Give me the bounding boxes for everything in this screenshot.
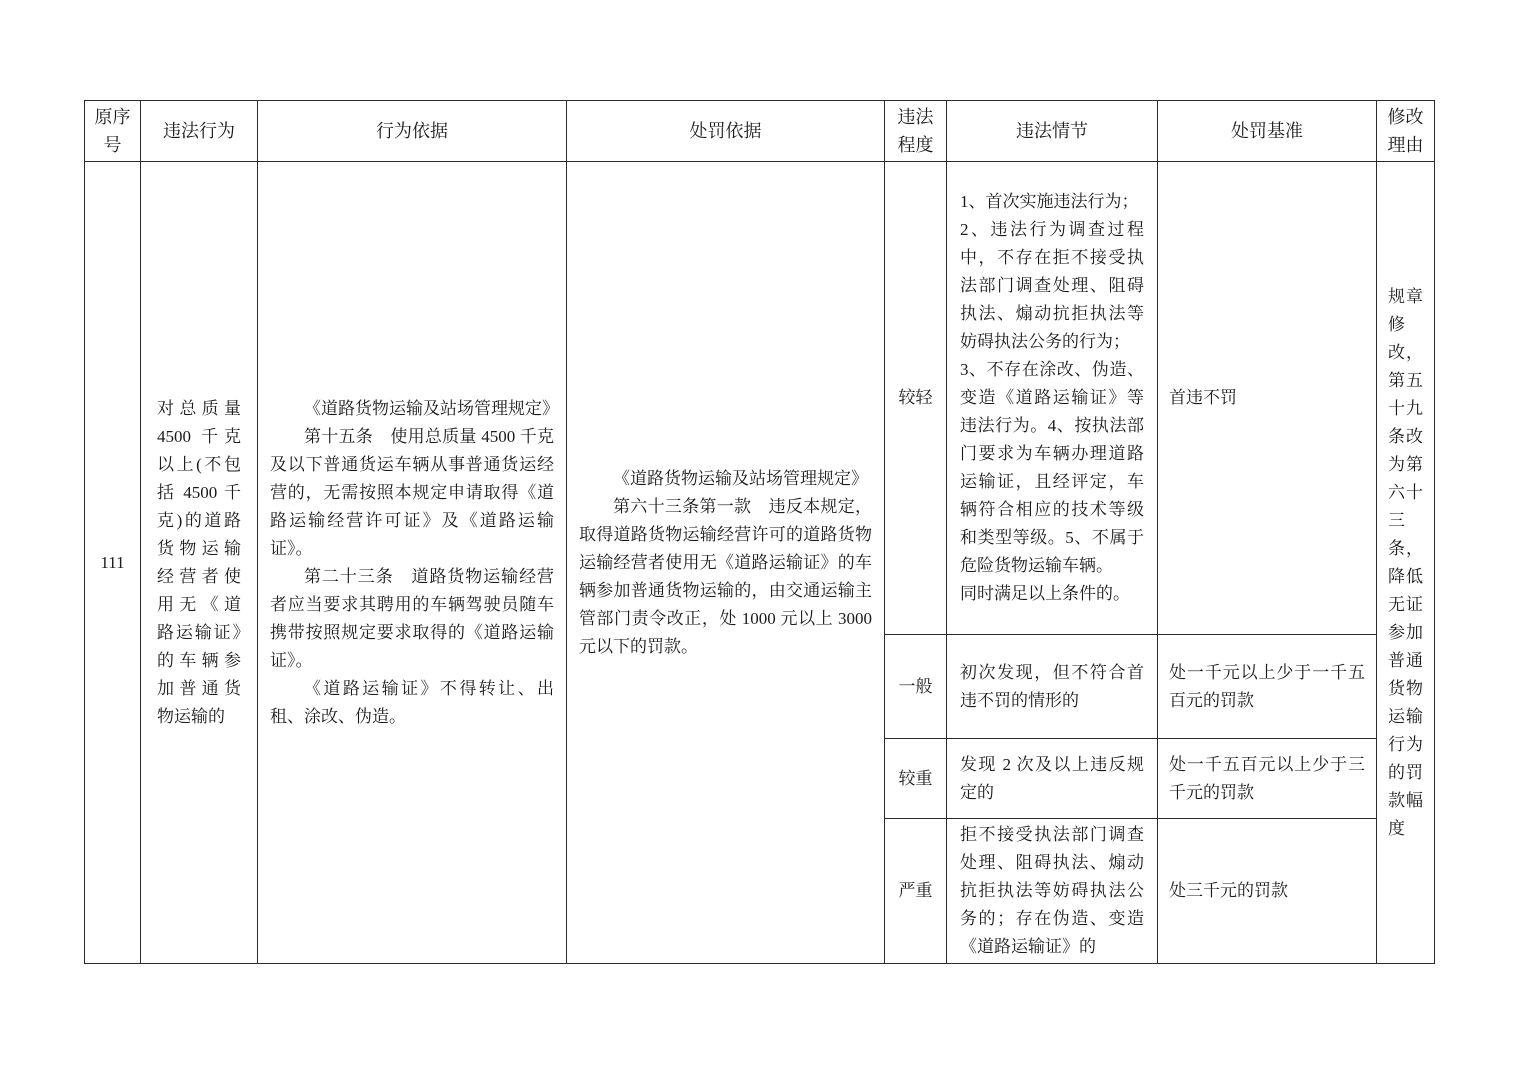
circumstance-paragraph: 3、不存在涂改、伪造、变造《道路运输证》等违法行为。4、按执法部门要求为车辆办理道路运输证，且经评定，车辆符合相应的技术等级和类型等级。5、不属于危险货物运输车辆。 <box>960 360 1144 575</box>
cell-circumstance-minor <box>947 162 1158 635</box>
header-penalty-basis: 处罚依据 <box>567 101 885 162</box>
cell-illegal-behavior: 对总质量 4500 千克以上(不包括 4500 千克)的道路货物运输经营者使用无《道路运输证》的车辆参加普通货物运输的 <box>141 162 258 964</box>
circumstance-paragraph: 拒不接受执法部门调查处理、阻碍执法、煽动抗拒执法等妨碍执法公务的；存在伪造、变造《道路运输证》的 <box>960 825 1144 956</box>
circumstance-paragraph: 初次发现，但不符合首违不罚的情形的 <box>960 662 1144 710</box>
behavior-basis-paragraph: 第二十三条 道路货物运输经营者应当要求其聘用的车辆驾驶员随车携带按照规定要求取得的《道路运输证》。 <box>270 566 554 670</box>
penalty-discretion-table <box>84 100 1435 964</box>
cell-standard-general: 处一千元以上少于一千五百元的罚款 <box>1158 635 1377 739</box>
cell-degree-minor: 较轻 <box>885 162 947 635</box>
cell-standard-minor: 首违不罚 <box>1158 162 1377 635</box>
cell-circumstance-severe <box>947 819 1158 964</box>
cell-behavior-basis <box>258 162 567 964</box>
header-violation-circumstance: 违法情节 <box>947 101 1158 162</box>
circumstance-paragraph: 2、违法行为调查过程中，不存在拒不接受执法部门调查处理、阻碍执法、煽动抗拒执法等妨碍执法公务的行为； <box>960 220 1144 351</box>
header-behavior-basis: 行为依据 <box>258 101 567 162</box>
circumstance-paragraph: 1、首次实施违法行为； <box>960 192 1139 211</box>
cell-degree-severe: 严重 <box>885 819 947 964</box>
behavior-basis-paragraph: 《道路货物运输及站场管理规定》 <box>304 398 559 418</box>
penalty-basis-paragraph: 第六十三条第一款 违反本规定，取得道路货物运输经营许可的道路货物运输经营者使用无《道路运输证》的车辆参加普通货物运输的，由交通运输主管部门责令改正，处 1000 元以上 3000 元以下的罚款。 <box>579 496 872 656</box>
cell-circumstance-general <box>947 635 1158 739</box>
cell-degree-general: 一般 <box>885 635 947 739</box>
cell-standard-serious: 处一千五百元以上少于三千元的罚款 <box>1158 739 1377 819</box>
header-modification-reason: 修改理由 <box>1377 101 1435 162</box>
cell-modification-reason: 规章修改，第五十九条改为第六十三条，降低无证参加普通货物运输行为的罚款幅度 <box>1377 162 1435 964</box>
table-header-row <box>85 101 1435 162</box>
cell-penalty-basis <box>567 162 885 964</box>
cell-standard-severe: 处三千元的罚款 <box>1158 819 1377 964</box>
header-penalty-standard: 处罚基准 <box>1158 101 1377 162</box>
cell-circumstance-serious <box>947 739 1158 819</box>
penalty-basis-paragraph: 《道路货物运输及站场管理规定》 <box>613 468 868 488</box>
behavior-basis-paragraph: 《道路运输证》不得转让、出租、涂改、伪造。 <box>270 678 554 726</box>
severity-row-minor <box>85 162 1435 635</box>
header-serial-number: 原序号 <box>85 101 141 162</box>
cell-serial-number: 111 <box>85 162 141 964</box>
header-violation-degree: 违法程度 <box>885 101 947 162</box>
cell-degree-serious: 较重 <box>885 739 947 819</box>
circumstance-paragraph: 同时满足以上条件的。 <box>960 584 1130 603</box>
circumstance-paragraph: 发现 2 次及以上违反规定的 <box>960 754 1144 802</box>
behavior-basis-paragraph: 第十五条 使用总质量 4500 千克及以下普通货运车辆从事普通货运经营的，无需按照本规定申请取得《道路运输经营许可证》及《道路运输证》。 <box>270 426 554 558</box>
header-illegal-behavior: 违法行为 <box>141 101 258 162</box>
